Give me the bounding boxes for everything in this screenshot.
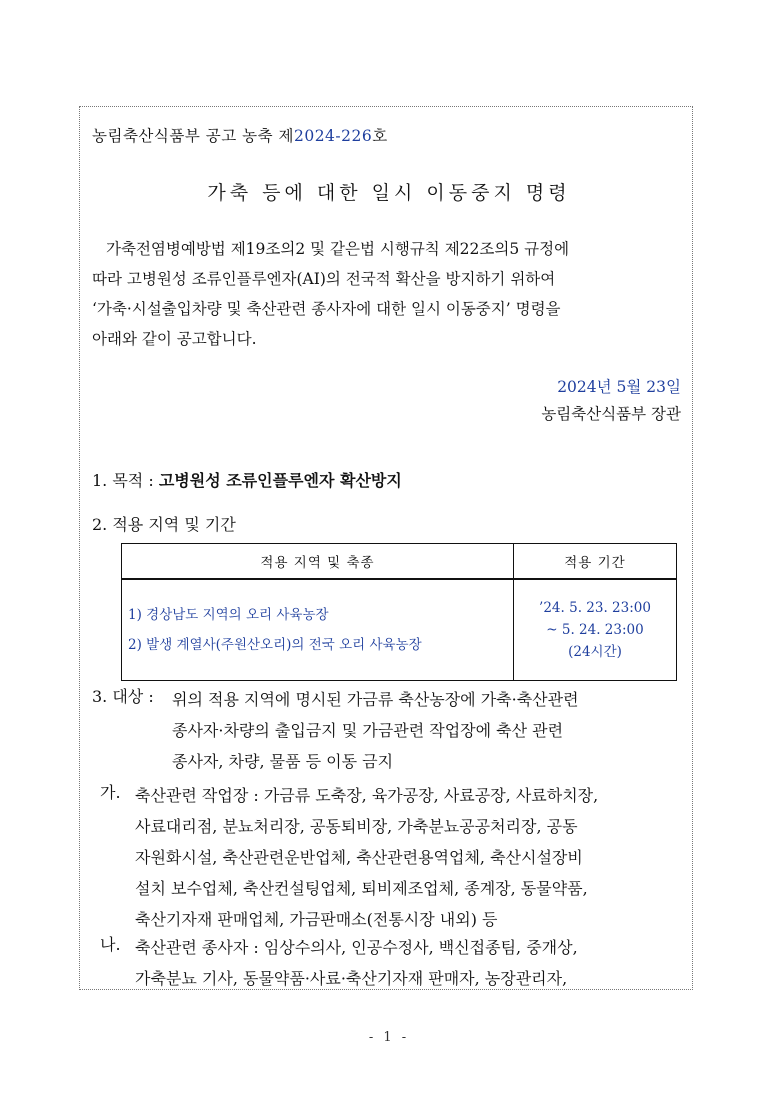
sub-item-a-body (135, 780, 680, 935)
region-item: 1) 경상남도 지역의 오리 사육농장 (128, 607, 329, 623)
document-title: 가축 등에 대한 일시 이동중지 명령 (207, 182, 571, 204)
sub-item-b-line: 축산관련 종사자 : 임상수의사, 인공수정사, 백신접종팀, 중개상, (135, 938, 578, 957)
table-cell-period (514, 579, 677, 681)
region-item: 2) 발생 계열사(주원산오리)의 전국 오리 사육농장 (128, 637, 422, 653)
sub-item-a-line: 축산관련 작업장 : 가금류 도축장, 육가공장, 사료공장, 사료하치장, (135, 786, 599, 805)
notice-number: 농림축산식품부 공고 농축 제2024-226호 (92, 127, 388, 145)
sub-item-a-line: 자원화시설, 축산관련운반업체, 축산관련용역업체, 축산시설장비 (135, 848, 583, 867)
sub-item-a-label: 가. (100, 783, 121, 802)
section-target-label: 3. 대상 : (92, 687, 154, 706)
sub-item-b-body (135, 932, 680, 994)
table-cell-regions (122, 579, 514, 681)
sub-item-a-line: 사료대리점, 분뇨처리장, 공동퇴비장, 가축분뇨공공처리장, 공동 (135, 817, 578, 836)
intro-line: 아래와 같이 공고합니다. (92, 330, 257, 348)
target-line: 종사자, 차량, 물품 등 이동 금지 (172, 752, 394, 771)
table-header-region: 적용 지역 및 축종 (122, 544, 514, 580)
sub-item-b-label: 나. (100, 935, 121, 954)
intro-line: ‘가축·시설출입차량 및 축산관련 종사자에 대한 일시 이동중지’ 명령을 (92, 300, 561, 318)
section-purpose-value: 고병원성 조류인플루엔자 확산방지 (158, 471, 402, 490)
intro-line: 따라 고병원성 조류인플루엔자(AI)의 전국적 확산을 방지하기 위하여 (92, 270, 556, 288)
target-line: 위의 적용 지역에 명시된 가금류 축산농장에 가축·축산관련 (172, 690, 579, 709)
intro-paragraph (92, 234, 680, 354)
section-area-heading: 2. 적용 지역 및 기간 (92, 515, 236, 534)
table-header-period: 적용 기간 (514, 544, 677, 580)
signer: 농림축산식품부 장관 (541, 405, 681, 423)
notice-date: 2024년 5월 23일 (557, 378, 681, 396)
period-start: ’24. 5. 23. 23:00 (539, 600, 651, 616)
sub-item-a-line: 설치 보수업체, 축산컨설팅업체, 퇴비제조업체, 종계장, 동물약품, (135, 879, 588, 898)
page-number: - 1 - (368, 1030, 410, 1045)
area-period-table (121, 543, 677, 681)
sub-item-b-line: 가축분뇨 기사, 동물약품·사료·축산기자재 판매자, 농장관리자, (135, 969, 568, 988)
target-line: 종사자·차량의 출입금지 및 가금관련 작업장에 축산 관련 (172, 721, 564, 740)
period-end: ~ 5. 24. 23:00 (546, 622, 644, 638)
sub-item-a-line: 축산기자재 판매업체, 가금판매소(전통시장 내외) 등 (135, 910, 498, 929)
section-purpose (92, 468, 402, 491)
intro-line: 가축전염병예방법 제19조의2 및 같은법 시행규칙 제22조의5 규정에 (106, 240, 570, 258)
period-duration: (24시간) (568, 644, 622, 660)
section-target-body (172, 684, 680, 777)
section-purpose-label: 1. 목적 : (92, 471, 159, 490)
